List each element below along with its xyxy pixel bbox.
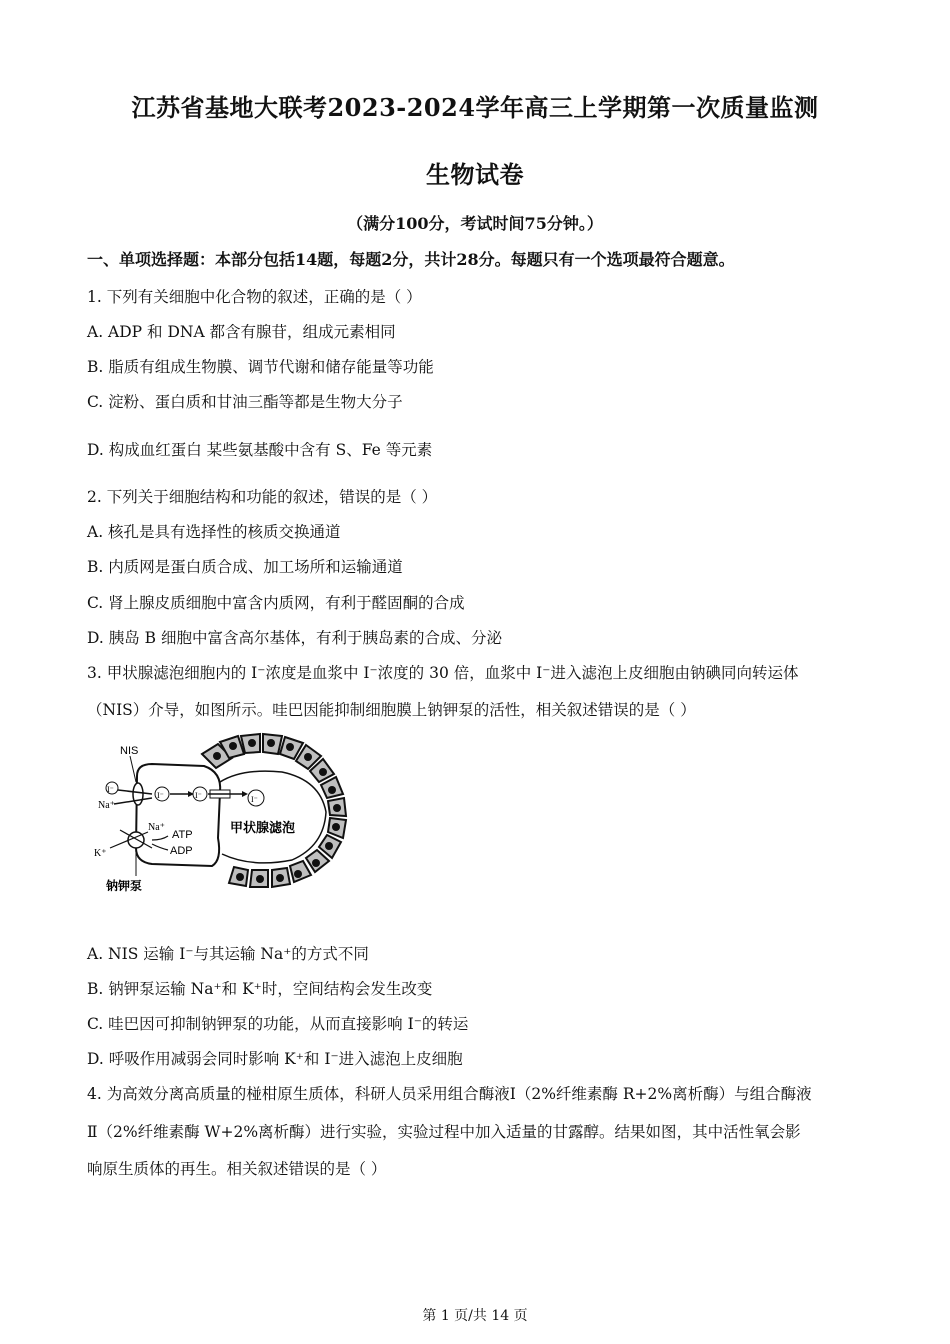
q2-option-a: A. 核孔是具有选择性的核质交换通道: [87, 523, 341, 541]
q1-option-d: D. 构成血红蛋白 某些氨基酸中含有 S、Fe 等元素: [87, 441, 433, 459]
nis-label: NIS: [120, 745, 139, 757]
exam-title-line1: 江苏省基地大联考2023-2024学年高三上学期第一次质量监测: [131, 93, 819, 122]
section-heading: 一、单项选择题：本部分包括14题，每题2分，共计28分。每题只有一个选项最符合题意。: [87, 250, 735, 269]
q2-stem: 2. 下列关于细胞结构和功能的叙述，错误的是（ ）: [87, 488, 438, 506]
atp-label: ATP: [172, 829, 193, 841]
nis-pointer-line: [130, 756, 136, 782]
q3-option-d: D. 呼吸作用减弱会同时影响 K⁺和 I⁻进入滤泡上皮细胞: [87, 1050, 463, 1068]
na-outside-label: Na⁺: [98, 800, 115, 811]
q2-option-c: C. 肾上腺皮质细胞中富含内质网，有利于醛固酮的合成: [87, 594, 465, 612]
q1-option-c: C. 淀粉、蛋白质和甘油三酯等都是生物大分子: [87, 393, 403, 411]
k-label: K⁺: [94, 848, 107, 859]
pump-label: 钠钾泵: [106, 879, 143, 893]
q3-stem-line1: 3. 甲状腺滤泡细胞内的 I⁻浓度是血浆中 I⁻浓度的 30 倍，血浆中 I⁻进入滤泡上皮细胞由钠碘同向转运体: [87, 664, 799, 682]
q3-option-a: A. NIS 运输 I⁻与其运输 Na⁺的方式不同: [87, 945, 369, 963]
exam-title-line2: 生物试卷: [426, 160, 524, 189]
adp-label: ADP: [170, 845, 193, 857]
iodide-apical: I⁻: [195, 791, 202, 800]
q1-option-b: B. 脂质有组成生物膜、调节代谢和储存能量等功能: [87, 358, 434, 376]
follicle-lumen-outline: [220, 771, 326, 863]
exam-note: （满分100分，考试时间75分钟。）: [347, 214, 603, 233]
iodide-outside: I⁻: [107, 785, 114, 794]
iodide-lumen: I⁻: [251, 795, 258, 804]
q1-option-a: A. ADP 和 DNA 都含有腺苷，组成元素相同: [87, 323, 396, 341]
iodide-cytoplasm: I⁻: [157, 791, 164, 800]
q4-stem-line2: Ⅱ（2%纤维素酶 W+2%离析酶）进行实验，实验过程中加入适量的甘露醇。结果如图，其中活性氧会影: [87, 1123, 801, 1141]
q1-stem: 1. 下列有关细胞中化合物的叙述，正确的是（ ）: [87, 288, 422, 306]
q2-option-d: D. 胰岛 B 细胞中富含高尔基体，有利于胰岛素的合成、分泌: [87, 629, 502, 647]
q4-stem-line3: 响原生质体的再生。相关叙述错误的是（ ）: [87, 1160, 387, 1178]
q3-option-b: B. 钠钾泵运输 Na⁺和 K⁺时，空间结构会发生改变: [87, 980, 433, 998]
thyroid-follicle-diagram: [92, 732, 362, 894]
q3-stem-line2: （NIS）介导，如图所示。哇巴因能抑制细胞膜上钠钾泵的活性，相关叙述错误的是（ ）: [87, 701, 696, 719]
q4-stem-line1: 4. 为高效分离高质量的椪柑原生质体，科研人员采用组合酶液Ⅰ（2%纤维素酶 R+2%离析酶）与组合酶液: [87, 1085, 812, 1103]
q2-option-b: B. 内质网是蛋白质合成、加工场所和运输通道: [87, 558, 403, 576]
nis-transporter: [133, 783, 143, 805]
na-inside-label: Na⁺: [148, 822, 165, 833]
page-footer: 第 1 页/共 14 页: [422, 1308, 528, 1324]
follicle-label: 甲状腺滤泡: [230, 821, 296, 836]
follicle-cell-ring: [202, 734, 346, 887]
q3-option-c: C. 哇巴因可抑制钠钾泵的功能，从而直接影响 I⁻的转运: [87, 1015, 469, 1033]
